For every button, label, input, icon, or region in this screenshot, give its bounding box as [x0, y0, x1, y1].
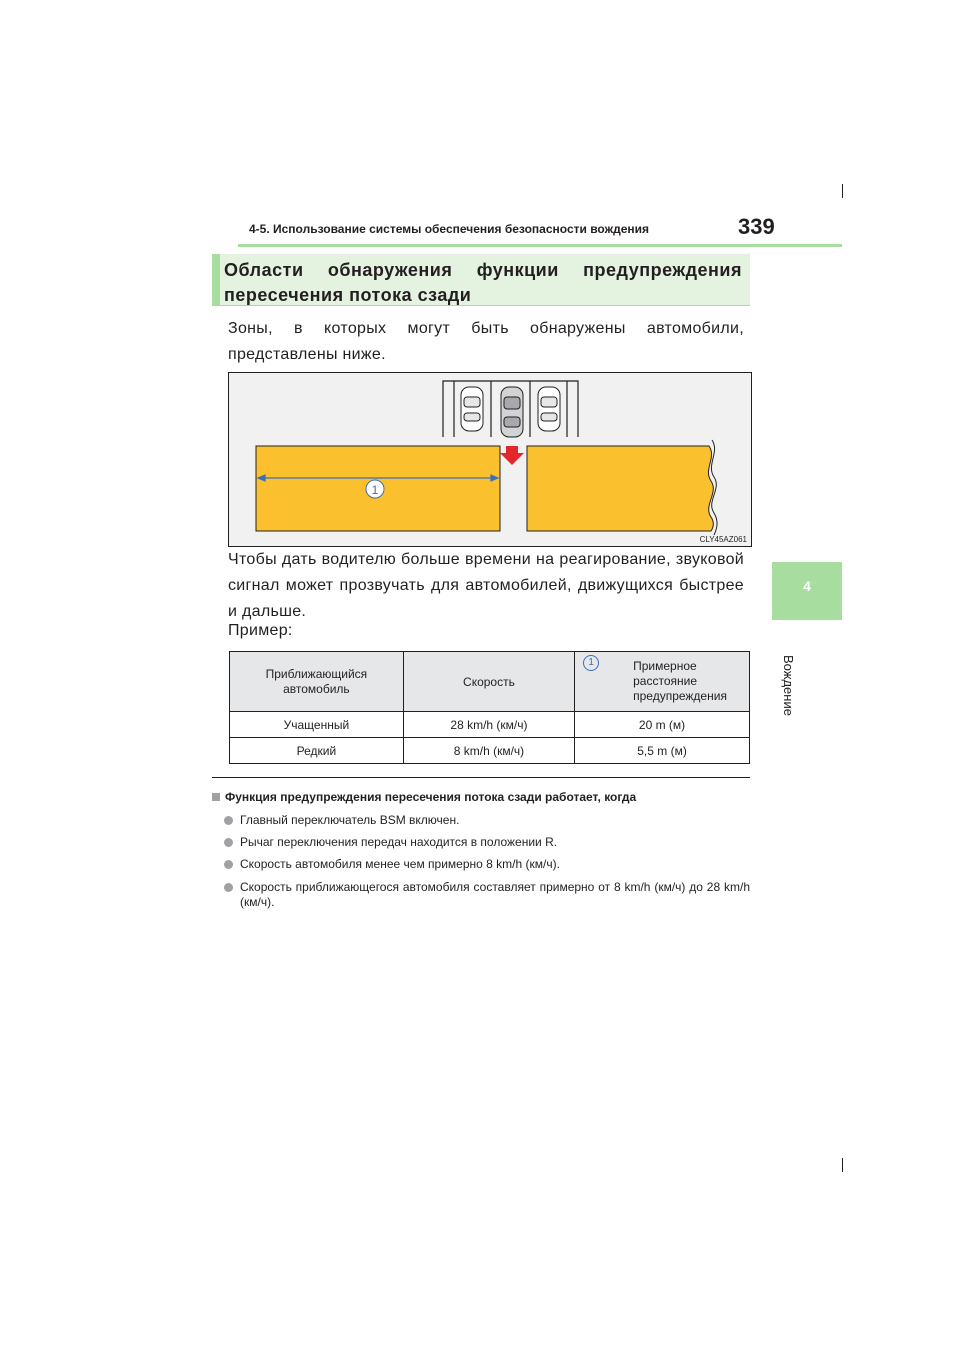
table-row	[230, 712, 750, 738]
chapter-number: 4	[803, 578, 811, 594]
col-header-vehicle: Приближающийся автомобиль	[230, 652, 404, 712]
own-car	[501, 387, 523, 437]
cell-vehicle: Редкий	[230, 738, 404, 764]
detection-area-figure	[228, 372, 752, 547]
crop-mark-bottom	[842, 1158, 843, 1172]
example-label: Пример:	[228, 622, 293, 639]
intro-paragraph: Зоны, в которых могут быть обнаружены автомобили, представлены ниже.	[228, 320, 744, 363]
cell-distance: 20 m (м)	[575, 712, 750, 738]
table-row	[230, 738, 750, 764]
conditions-heading: Функция предупреждения пересечения потока сзади работает, когда	[212, 790, 636, 804]
cell-distance: 5,5 m (м)	[575, 738, 750, 764]
parked-cars	[461, 387, 560, 437]
callout-icon: 1	[583, 655, 599, 671]
list-item: Скорость автомобиля менее чем примерно 8 km/h (км/ч).	[224, 857, 750, 872]
list-item: Скорость приближающегося автомобиля составляет примерно от 8 km/h (км/ч) до 28 km/h (км/ч).	[224, 880, 750, 910]
running-header: 4-5. Использование системы обеспечения безопасности вождения	[249, 222, 650, 236]
col-header-speed: Скорость	[403, 652, 574, 712]
header-rule	[238, 244, 842, 247]
reverse-direction-arrow	[500, 446, 524, 465]
detection-area-illustration	[229, 373, 751, 546]
cell-speed: 28 km/h (км/ч)	[403, 712, 574, 738]
col-header-distance: 1 Примерное расстояние предупреждения	[575, 652, 750, 712]
list-item: Главный переключатель BSM включен.	[224, 813, 750, 828]
warning-distance-table	[229, 651, 750, 764]
section-divider	[212, 777, 750, 778]
cell-speed: 8 km/h (км/ч)	[403, 738, 574, 764]
reaction-paragraph: Чтобы дать водителю больше времени на реагирование, звуковой сигнал может прозвучать для автомобилей, движущихся быстрее и дальше.	[228, 551, 744, 620]
figure-code: CLY45AZ061	[699, 535, 747, 544]
parked-car-right	[538, 387, 560, 431]
chapter-label: Вождение	[781, 655, 796, 716]
table-header-row	[230, 652, 750, 712]
parked-car-left	[461, 387, 483, 431]
detection-zone-right	[527, 446, 713, 531]
page-number: 339	[738, 214, 775, 239]
callout-number: 1	[371, 483, 379, 497]
crop-mark-top	[842, 184, 843, 198]
bullet-icon	[224, 816, 233, 825]
bullet-icon	[224, 860, 233, 869]
section-title: Области обнаружения функции предупреждения пересечения потока сзади	[224, 260, 742, 305]
cell-vehicle: Учащенный	[230, 712, 404, 738]
bullet-icon	[224, 838, 233, 847]
bullet-icon	[224, 883, 233, 892]
square-bullet-icon	[212, 793, 220, 801]
list-item: Рычаг переключения передач находится в положении R.	[224, 835, 750, 850]
